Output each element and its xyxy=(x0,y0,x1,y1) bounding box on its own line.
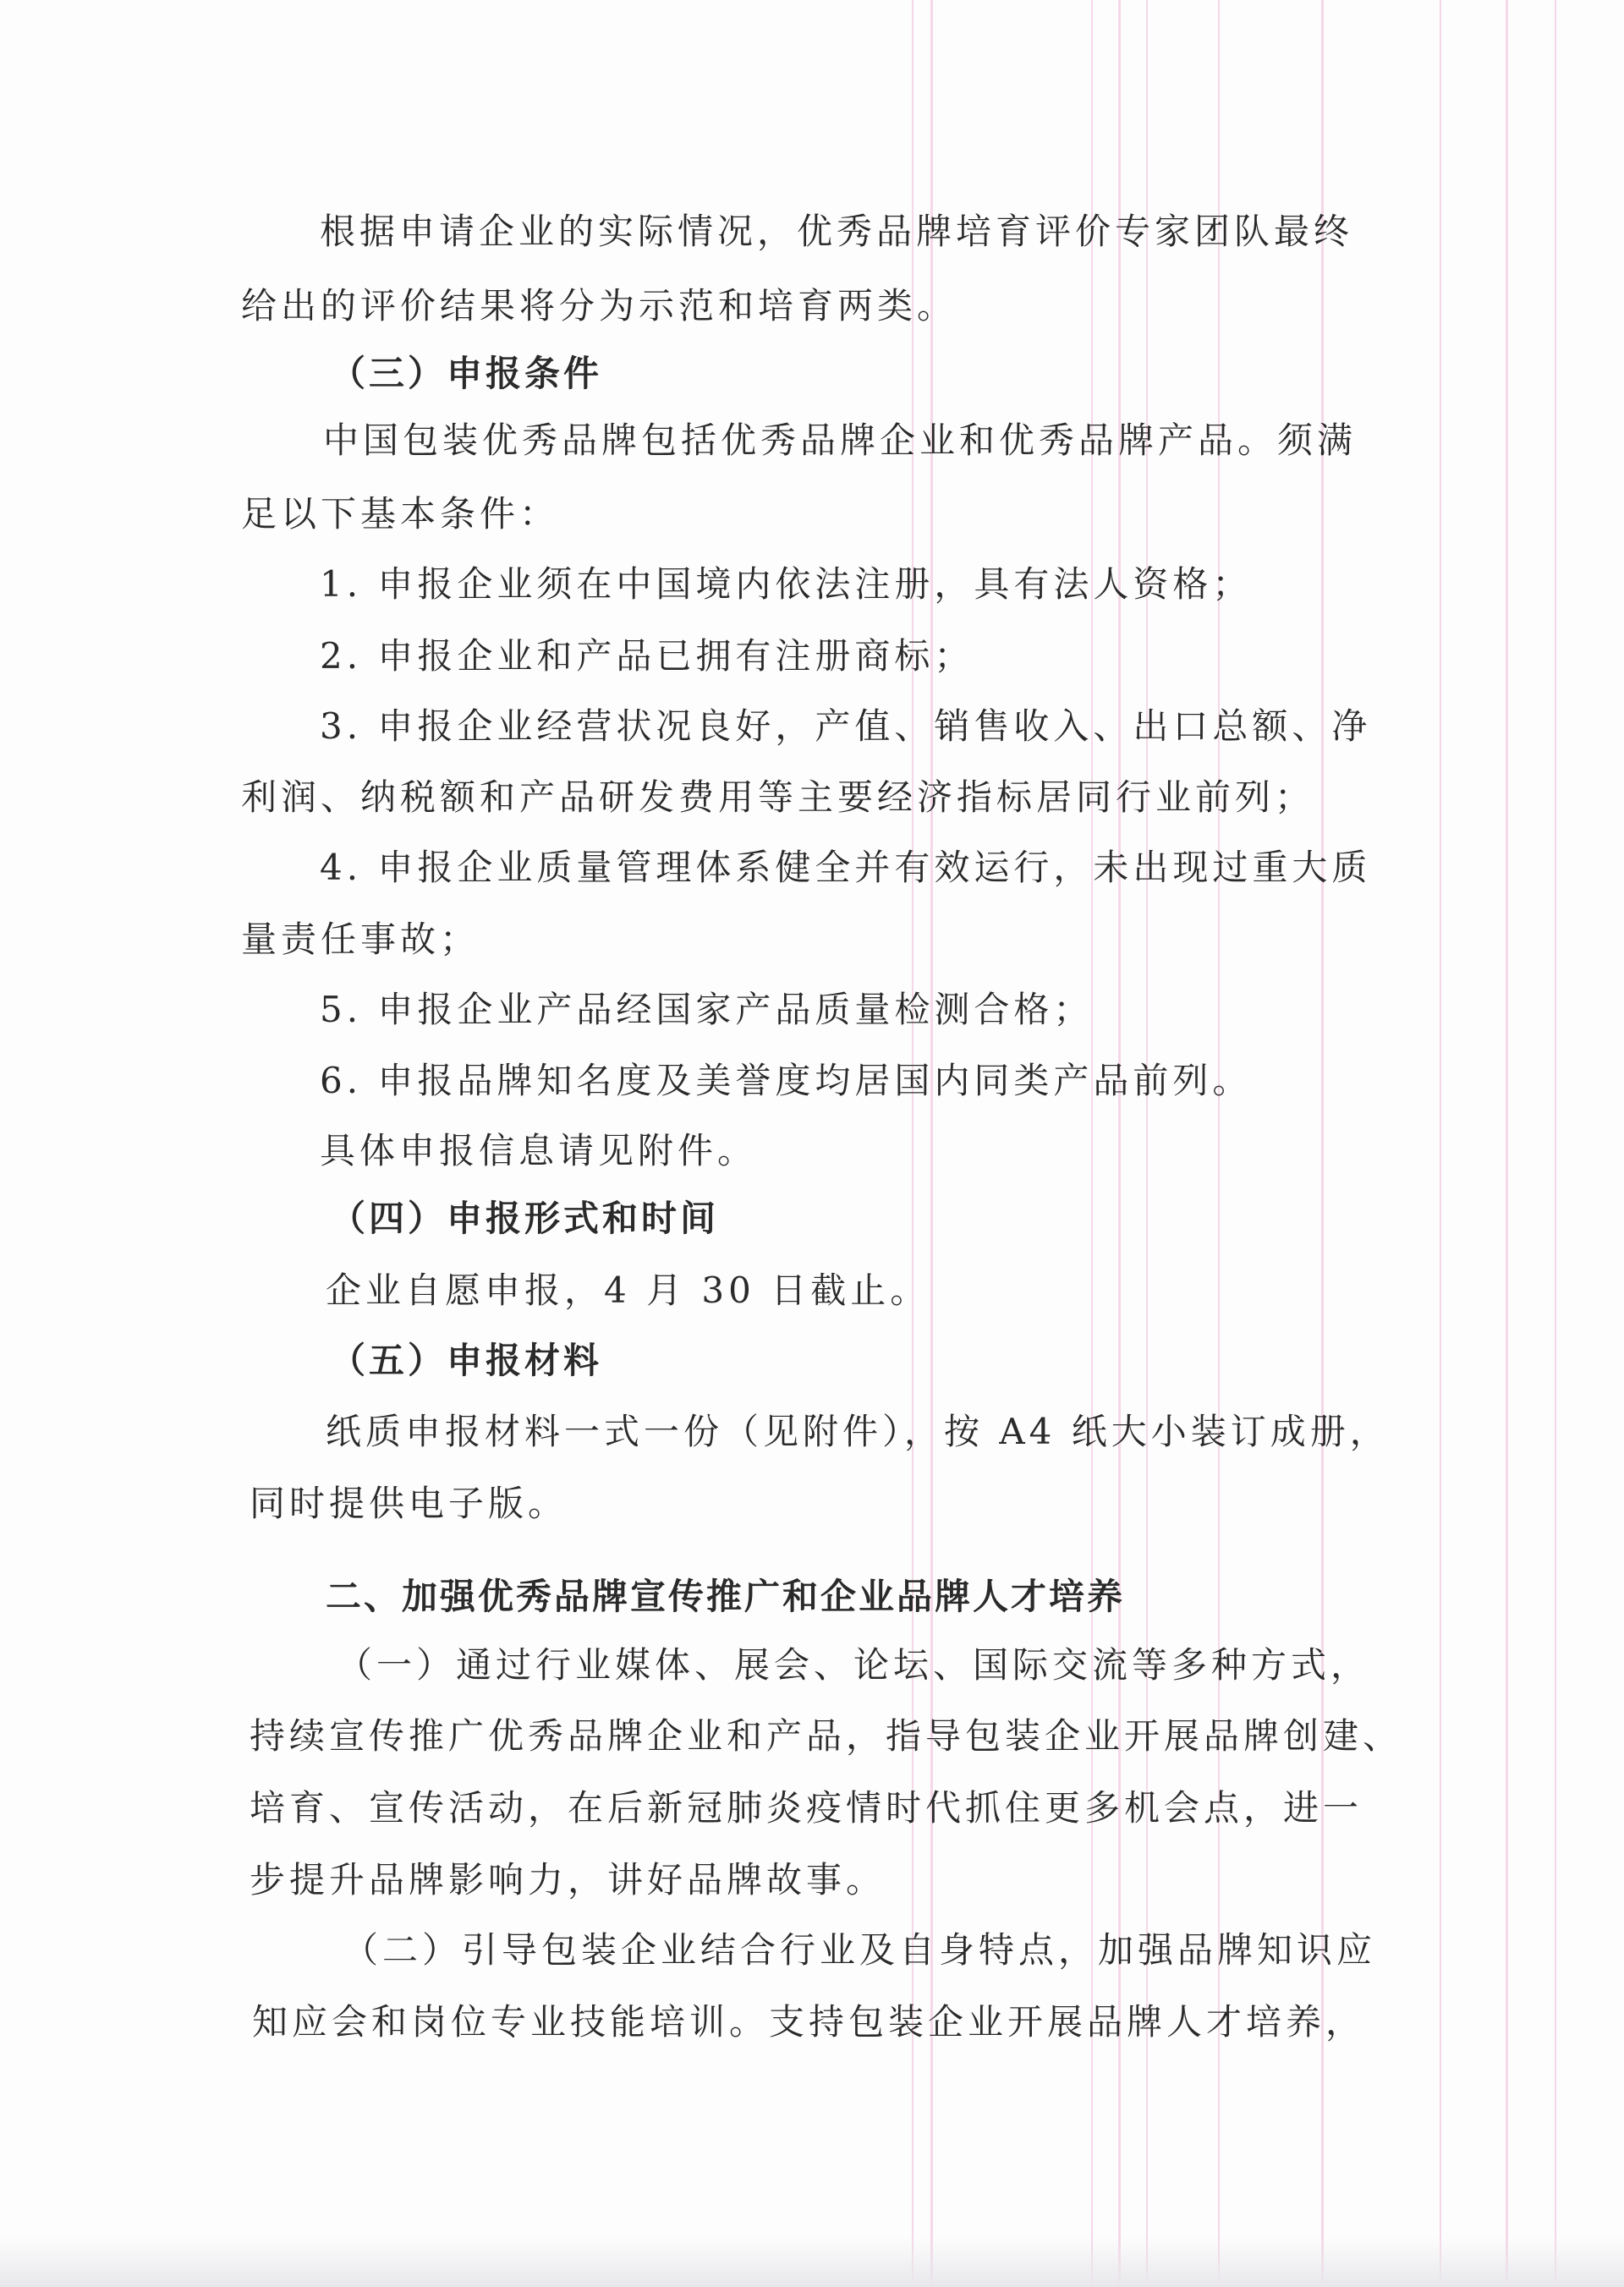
paragraph-line: 知应会和岗位专业技能培训。支持包装企业开展品牌人才培养， xyxy=(252,2001,1366,2043)
chapter-heading: 二、加强优秀品牌宣传推广和企业品牌人才培养 xyxy=(326,1576,1126,1617)
scan-artifact-line xyxy=(1555,0,1556,2287)
list-item-continuation: 量责任事故； xyxy=(241,919,480,960)
list-item: 2. 申报企业和产品已拥有注册商标； xyxy=(320,635,974,677)
list-item: 5. 申报企业产品经国家产品质量检测合格； xyxy=(320,989,1094,1030)
paragraph-line: 同时提供电子版。 xyxy=(250,1483,568,1524)
section-heading: （三）申报条件 xyxy=(330,353,603,394)
list-item: 1. 申报企业须在中国境内依法注册，具有法人资格； xyxy=(320,563,1253,605)
section-heading: （五）申报材料 xyxy=(330,1340,603,1381)
paragraph-line: （二）引导包装企业结合行业及自身特点，加强品牌知识应 xyxy=(343,1929,1377,1971)
paragraph-line: 根据申请企业的实际情况，优秀品牌培育评价专家团队最终 xyxy=(320,211,1354,252)
paragraph-line: 具体申报信息请见附件。 xyxy=(320,1130,758,1171)
list-item-continuation: 利润、纳税额和产品研发费用等主要经济指标居同行业前列； xyxy=(241,776,1315,818)
list-item: 3. 申报企业经营状况良好，产值、销售收入、出口总额、净 xyxy=(320,705,1372,747)
section-heading: （四）申报形式和时间 xyxy=(330,1198,720,1239)
paragraph-line: 企业自愿申报，4 月 30 日截止。 xyxy=(326,1270,930,1311)
paragraph-line: （一）通过行业媒体、展会、论坛、国际交流等多种方式， xyxy=(337,1644,1371,1686)
paragraph-line: 纸质申报材料一式一份（见附件），按 A4 纸大小装订成册， xyxy=(326,1411,1390,1452)
paragraph-line: 步提升品牌影响力，讲好品牌故事。 xyxy=(250,1859,886,1900)
paragraph-line: 足以下基本条件： xyxy=(241,493,560,535)
paragraph-line: 中国包装优秀品牌包括优秀品牌企业和优秀品牌产品。须满 xyxy=(323,420,1358,461)
list-item: 6. 申报品牌知名度及美誉度均居国内同类产品前列。 xyxy=(320,1060,1253,1101)
paragraph-line: 给出的评价结果将分为示范和培育两类。 xyxy=(241,285,957,326)
list-item: 4. 申报企业质量管理体系健全并有效运行，未出现过重大质 xyxy=(320,847,1372,888)
paragraph-line: 持续宣传推广优秀品牌企业和产品，指导包装企业开展品牌创建、 xyxy=(250,1715,1403,1757)
paragraph-line: 培育、宣传活动，在后新冠肺炎疫情时代抓住更多机会点，进一 xyxy=(250,1787,1363,1829)
scan-shadow xyxy=(0,2236,1624,2287)
scan-artifact-line xyxy=(1506,0,1508,2287)
scan-artifact-line xyxy=(1440,0,1441,2287)
